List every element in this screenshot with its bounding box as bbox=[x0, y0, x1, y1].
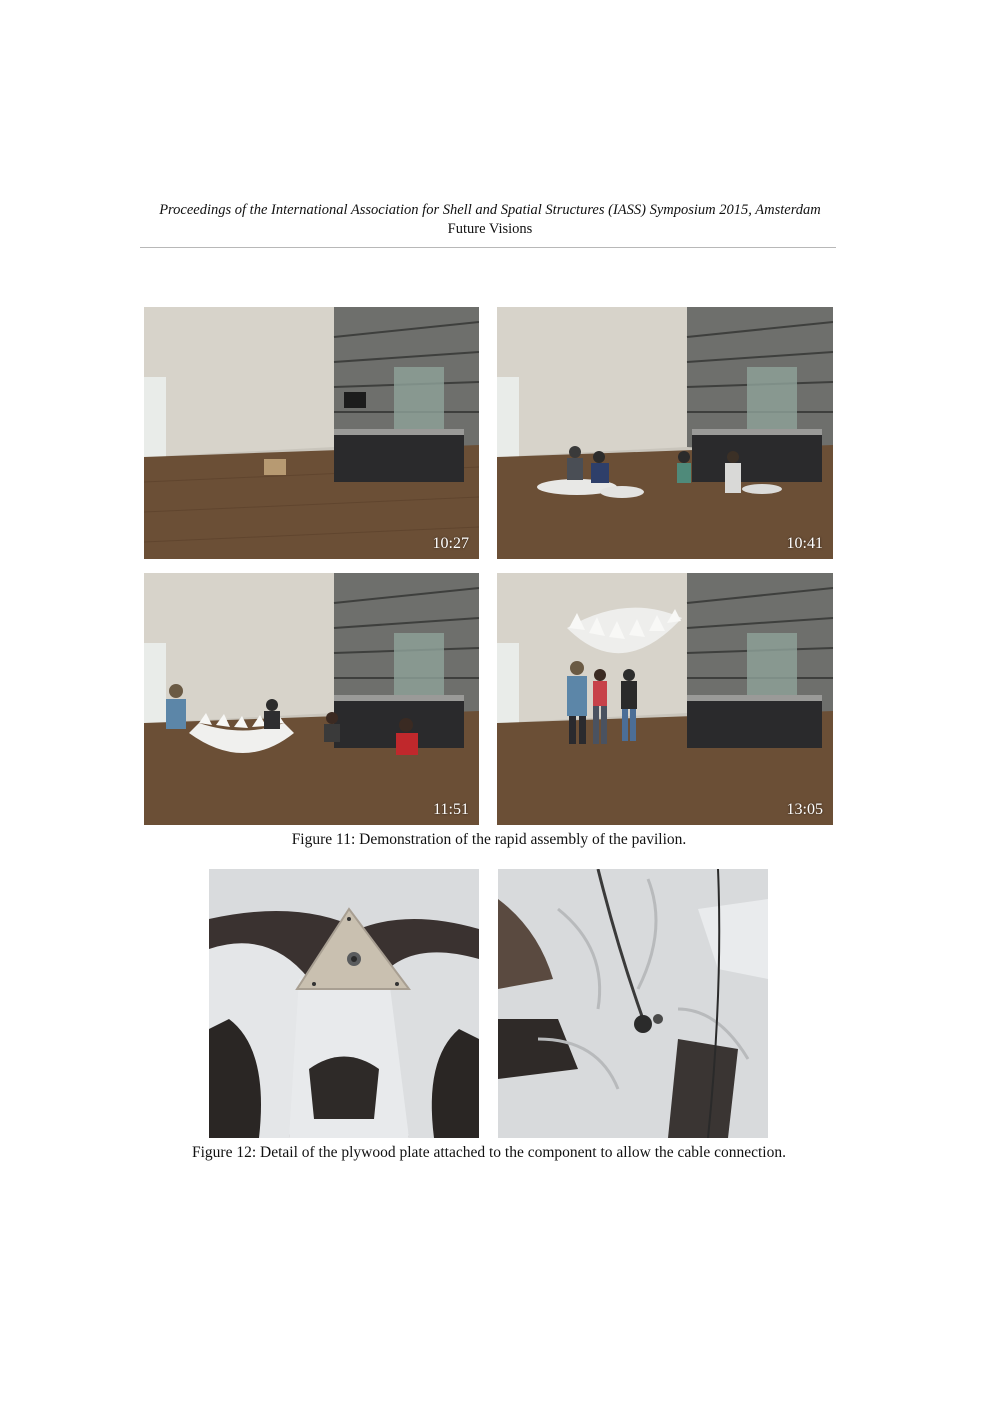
photo-timestamp: 10:27 bbox=[432, 535, 469, 552]
figure11-photo-2 bbox=[497, 307, 833, 559]
header-proceedings-title: Proceedings of the International Association for Shell and Spatial Structures (IASS) Symposium 2015, Amsterdam bbox=[159, 202, 821, 218]
figure11-photo-4 bbox=[497, 573, 833, 825]
photo-timestamp: 13:05 bbox=[786, 801, 823, 818]
figure11-photo-1 bbox=[144, 307, 479, 559]
figure12-photo-plate-detail bbox=[209, 869, 479, 1138]
figure12-photo-cable-detail bbox=[498, 869, 768, 1138]
figure12-caption: Figure 12: Detail of the plywood plate attached to the component to allow the cable connection. bbox=[192, 1144, 786, 1161]
header-subtitle: Future Visions bbox=[447, 221, 533, 237]
photo-timestamp: 10:41 bbox=[786, 535, 823, 552]
photo-timestamp: 11:51 bbox=[433, 801, 469, 818]
figure11-photo-3 bbox=[144, 573, 479, 825]
figure11-caption: Figure 11: Demonstration of the rapid assembly of the pavilion. bbox=[291, 831, 687, 848]
header-divider bbox=[140, 247, 836, 248]
